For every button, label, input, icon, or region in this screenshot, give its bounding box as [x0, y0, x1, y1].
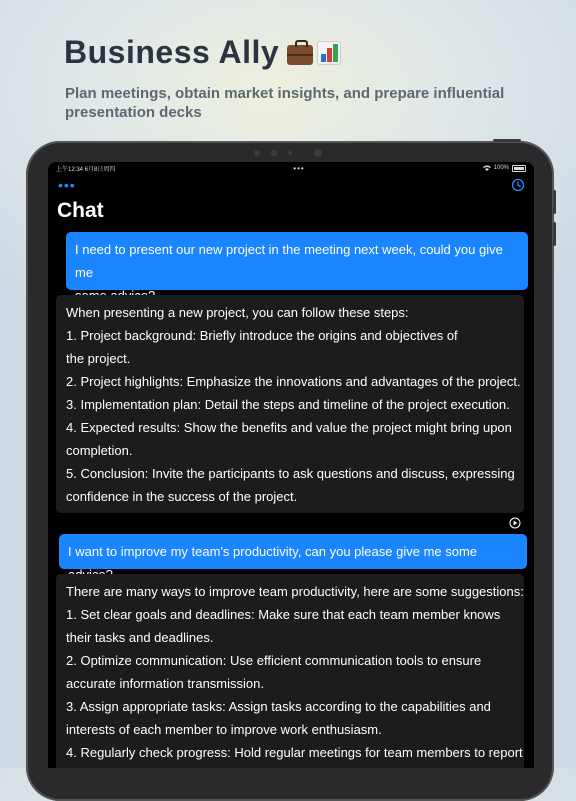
- camera-dot: [254, 150, 260, 156]
- wifi-icon: [483, 165, 491, 171]
- message-line: the project.: [66, 351, 131, 366]
- message-line: completion.: [66, 443, 133, 458]
- message-line: I need to present our new project in the meeting next week, could you give me: [75, 242, 503, 280]
- more-menu-icon[interactable]: •••: [58, 177, 76, 193]
- user-message: [59, 534, 527, 569]
- status-bar: [48, 162, 534, 174]
- tablet-top-button: [493, 139, 521, 142]
- message-line: I want to improve my team's productivity, can you please give me some: [68, 544, 478, 559]
- hero-title: [64, 34, 341, 71]
- history-icon[interactable]: [511, 178, 525, 192]
- message-line: interests of each member to improve work enthusiasm.: [66, 722, 382, 737]
- message-line: 3. Implementation plan: Detail the steps and timeline of the project execution.: [66, 397, 510, 412]
- status-time: 上午12:34 6月8日周四: [56, 166, 116, 173]
- tablet-volume-down: [553, 222, 556, 246]
- app-screen: [48, 162, 534, 768]
- message-line: 4. Regularly check progress: Hold regular meetings for team members to report: [66, 745, 523, 760]
- hero-subtitle: Plan meetings, obtain market insights, and prepare influential presentation decks: [65, 85, 505, 121]
- message-line: confidence in the success of the project.: [66, 489, 298, 504]
- page-title: Chat: [57, 199, 104, 222]
- message-line: 1. Project background: Briefly introduce the origins and objectives of: [66, 328, 458, 343]
- status-right: [483, 165, 526, 172]
- message-line: their tasks and deadlines.: [66, 630, 214, 645]
- message-line: 2. Project highlights: Emphasize the innovations and advantages of the project.: [66, 374, 521, 389]
- play-audio-icon[interactable]: [509, 517, 521, 529]
- camera-dot: [271, 150, 277, 156]
- bar-chart-icon: [317, 41, 341, 65]
- multitask-dots[interactable]: •••: [293, 163, 305, 173]
- message-line: 2. Optimize communication: Use efficient communication tools to ensure: [66, 653, 482, 668]
- tablet-volume-up: [553, 190, 556, 214]
- battery-icon: [512, 165, 526, 172]
- assistant-message: [56, 295, 524, 513]
- user-message: [66, 232, 528, 290]
- message-line: 3. Assign appropriate tasks: Assign tasks according to the capabilities and: [66, 699, 491, 714]
- hero-title-text: Business Ally: [64, 34, 280, 70]
- message-line: When presenting a new project, you can follow these steps:: [66, 305, 409, 320]
- message-line: There are many ways to improve team productivity, here are some suggestions:: [66, 584, 524, 599]
- camera-sensor: [314, 149, 322, 157]
- message-line: 4. Expected results: Show the benefits and value the project might bring upon: [66, 420, 512, 435]
- message-line: 1. Set clear goals and deadlines: Make sure that each team member knows: [66, 607, 501, 622]
- hero-emoji: [287, 41, 341, 65]
- battery-percent: 100%: [493, 165, 509, 171]
- camera-lens: [288, 151, 292, 155]
- message-line: accurate information transmission.: [66, 676, 264, 691]
- briefcase-icon: [287, 45, 313, 65]
- message-line: 5. Conclusion: Invite the participants to ask questions and discuss, expressing: [66, 466, 515, 481]
- assistant-message: [56, 574, 524, 768]
